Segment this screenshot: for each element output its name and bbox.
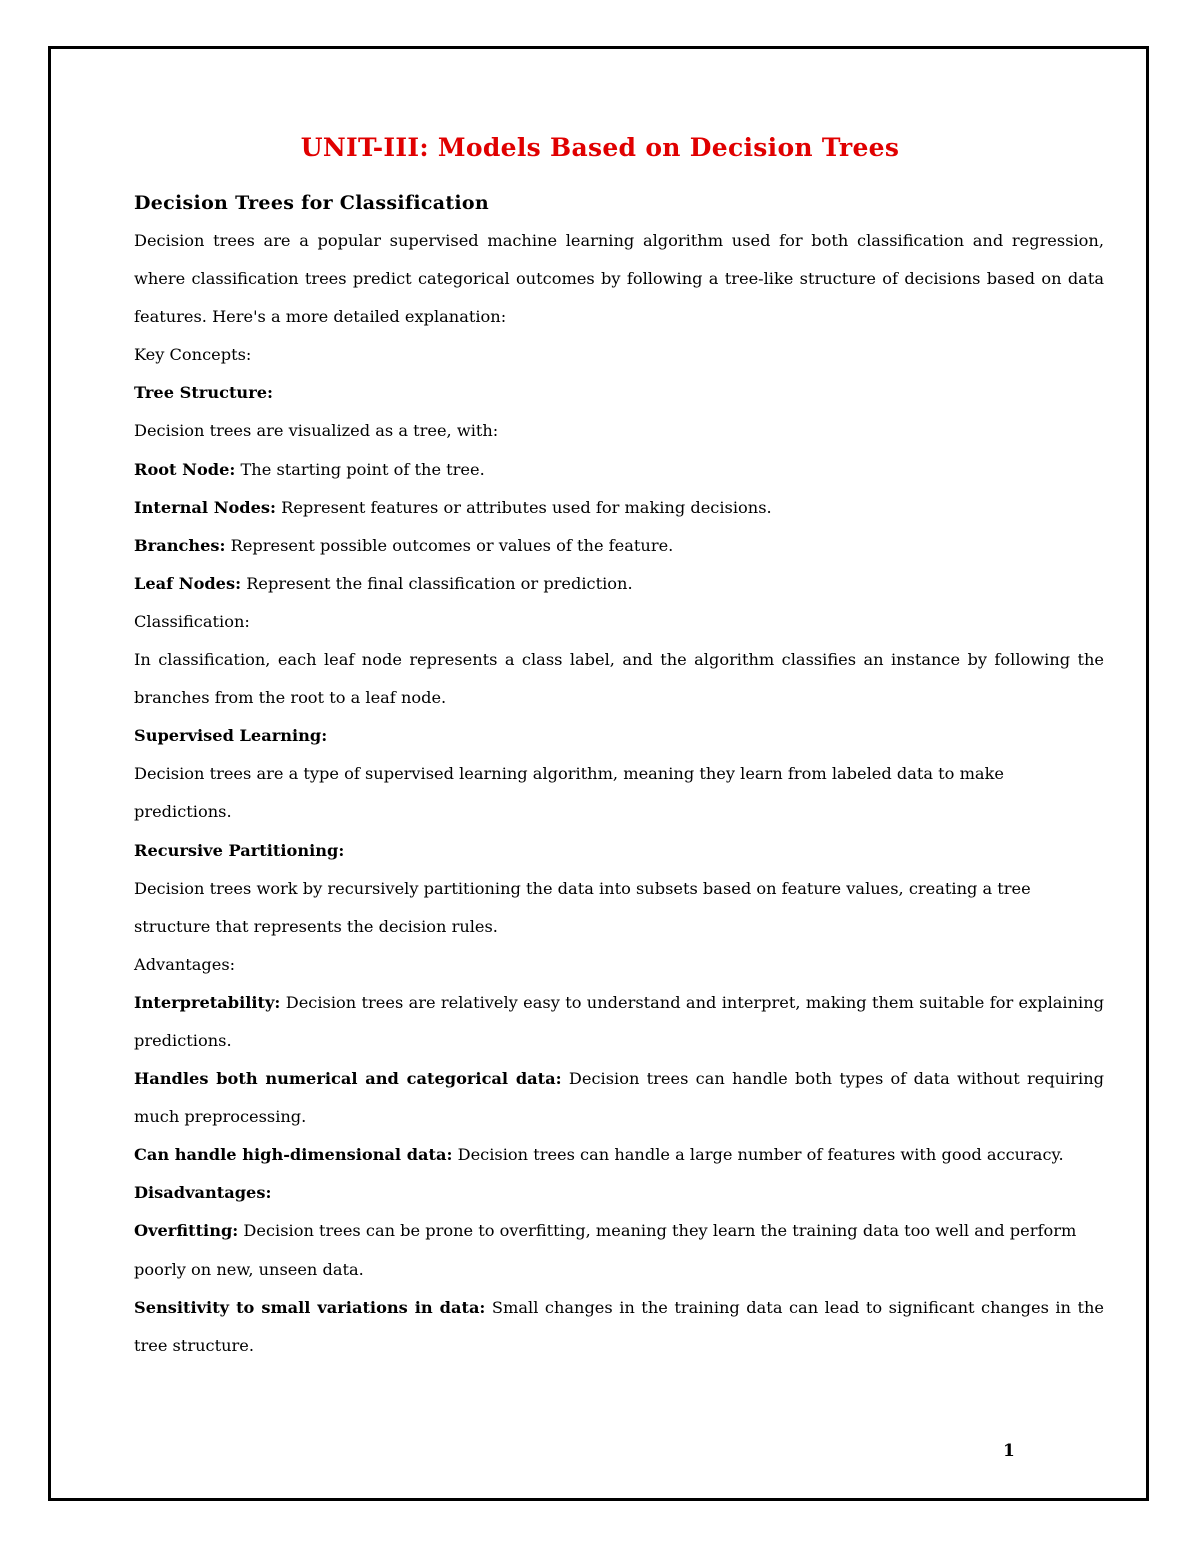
sensitivity-text: Small changes in the training data can lead to significant changes in the tree structure. — [134, 1297, 1104, 1355]
intro-paragraph: Decision trees are a popular supervised machine learning algorithm used for both classification and regression, where classification trees predict categorical outcomes by following a tree-like structure of decisions based on data features. Here's a more detailed explanation: — [134, 231, 1104, 327]
section-heading: Decision Trees for Classification — [134, 192, 490, 214]
overfitting-text: Decision trees can be prone to overfitting, meaning they learn the training data too well and perform poorly on new, unseen data. — [134, 1221, 1077, 1279]
recursive-heading: Recursive Partitioning: — [134, 840, 345, 860]
advantages-heading: Advantages: — [134, 954, 236, 974]
internal-nodes-text: Represent features or attributes used for making decisions. — [276, 497, 772, 517]
page-title: UNIT-III: Models Based on Decision Trees — [300, 133, 900, 162]
handles-data-text: Decision trees can handle both types of data without requiring much preprocessing. — [134, 1069, 1104, 1127]
sensitivity-term: Sensitivity to small variations in data: — [134, 1297, 486, 1317]
classification-heading: Classification: — [134, 611, 250, 631]
internal-nodes-term: Internal Nodes: — [134, 497, 276, 517]
leaf-nodes-item — [134, 565, 1104, 603]
disadvantages-heading: Disadvantages: — [134, 1183, 272, 1203]
page-number: 1 — [1003, 1441, 1015, 1461]
recursive-text: Decision trees work by recursively partitioning the data into subsets based on feature values, creating a tree structure that represents the decision rules. — [134, 878, 1031, 936]
handles-data-term: Handles both numerical and categorical data: — [134, 1069, 562, 1089]
leaf-nodes-text: Represent the final classification or prediction. — [241, 573, 633, 593]
root-node-item — [134, 451, 1104, 489]
overfitting-term: Overfitting: — [134, 1221, 239, 1241]
document-body — [134, 184, 1104, 1365]
classification-text: In classification, each leaf node represents a class label, and the algorithm classifies an instance by following the branches from the root to a leaf node. — [134, 650, 1104, 708]
supervised-heading: Supervised Learning: — [134, 726, 328, 746]
internal-nodes-item — [134, 489, 1104, 527]
tree-structure-heading: Tree Structure: — [134, 383, 273, 403]
key-concepts-label: Key Concepts: — [134, 345, 252, 365]
branches-term: Branches: — [134, 535, 226, 555]
overfitting-item — [134, 1212, 1104, 1288]
supervised-text: Decision trees are a type of supervised learning algorithm, meaning they learn from labeled data to make predictions. — [134, 764, 1004, 822]
handles-data-item — [134, 1060, 1104, 1136]
interpretability-item — [134, 984, 1104, 1060]
branches-text: Represent possible outcomes or values of the feature. — [225, 535, 674, 555]
interpretability-term: Interpretability: — [134, 992, 281, 1012]
interpretability-text: Decision trees are relatively easy to understand and interpret, making them suitable for explaining predictions. — [134, 992, 1104, 1050]
high-dimensional-text: Decision trees can handle a large number of features with good accuracy. — [452, 1145, 1064, 1165]
high-dimensional-term: Can handle high-dimensional data: — [134, 1145, 453, 1165]
root-node-text: The starting point of the tree. — [235, 459, 485, 479]
tree-structure-text: Decision trees are visualized as a tree, with: — [134, 421, 499, 441]
high-dimensional-item — [134, 1136, 1104, 1174]
branches-item — [134, 527, 1104, 565]
leaf-nodes-term: Leaf Nodes: — [134, 573, 242, 593]
root-node-term: Root Node: — [134, 459, 236, 479]
sensitivity-item — [134, 1289, 1104, 1365]
